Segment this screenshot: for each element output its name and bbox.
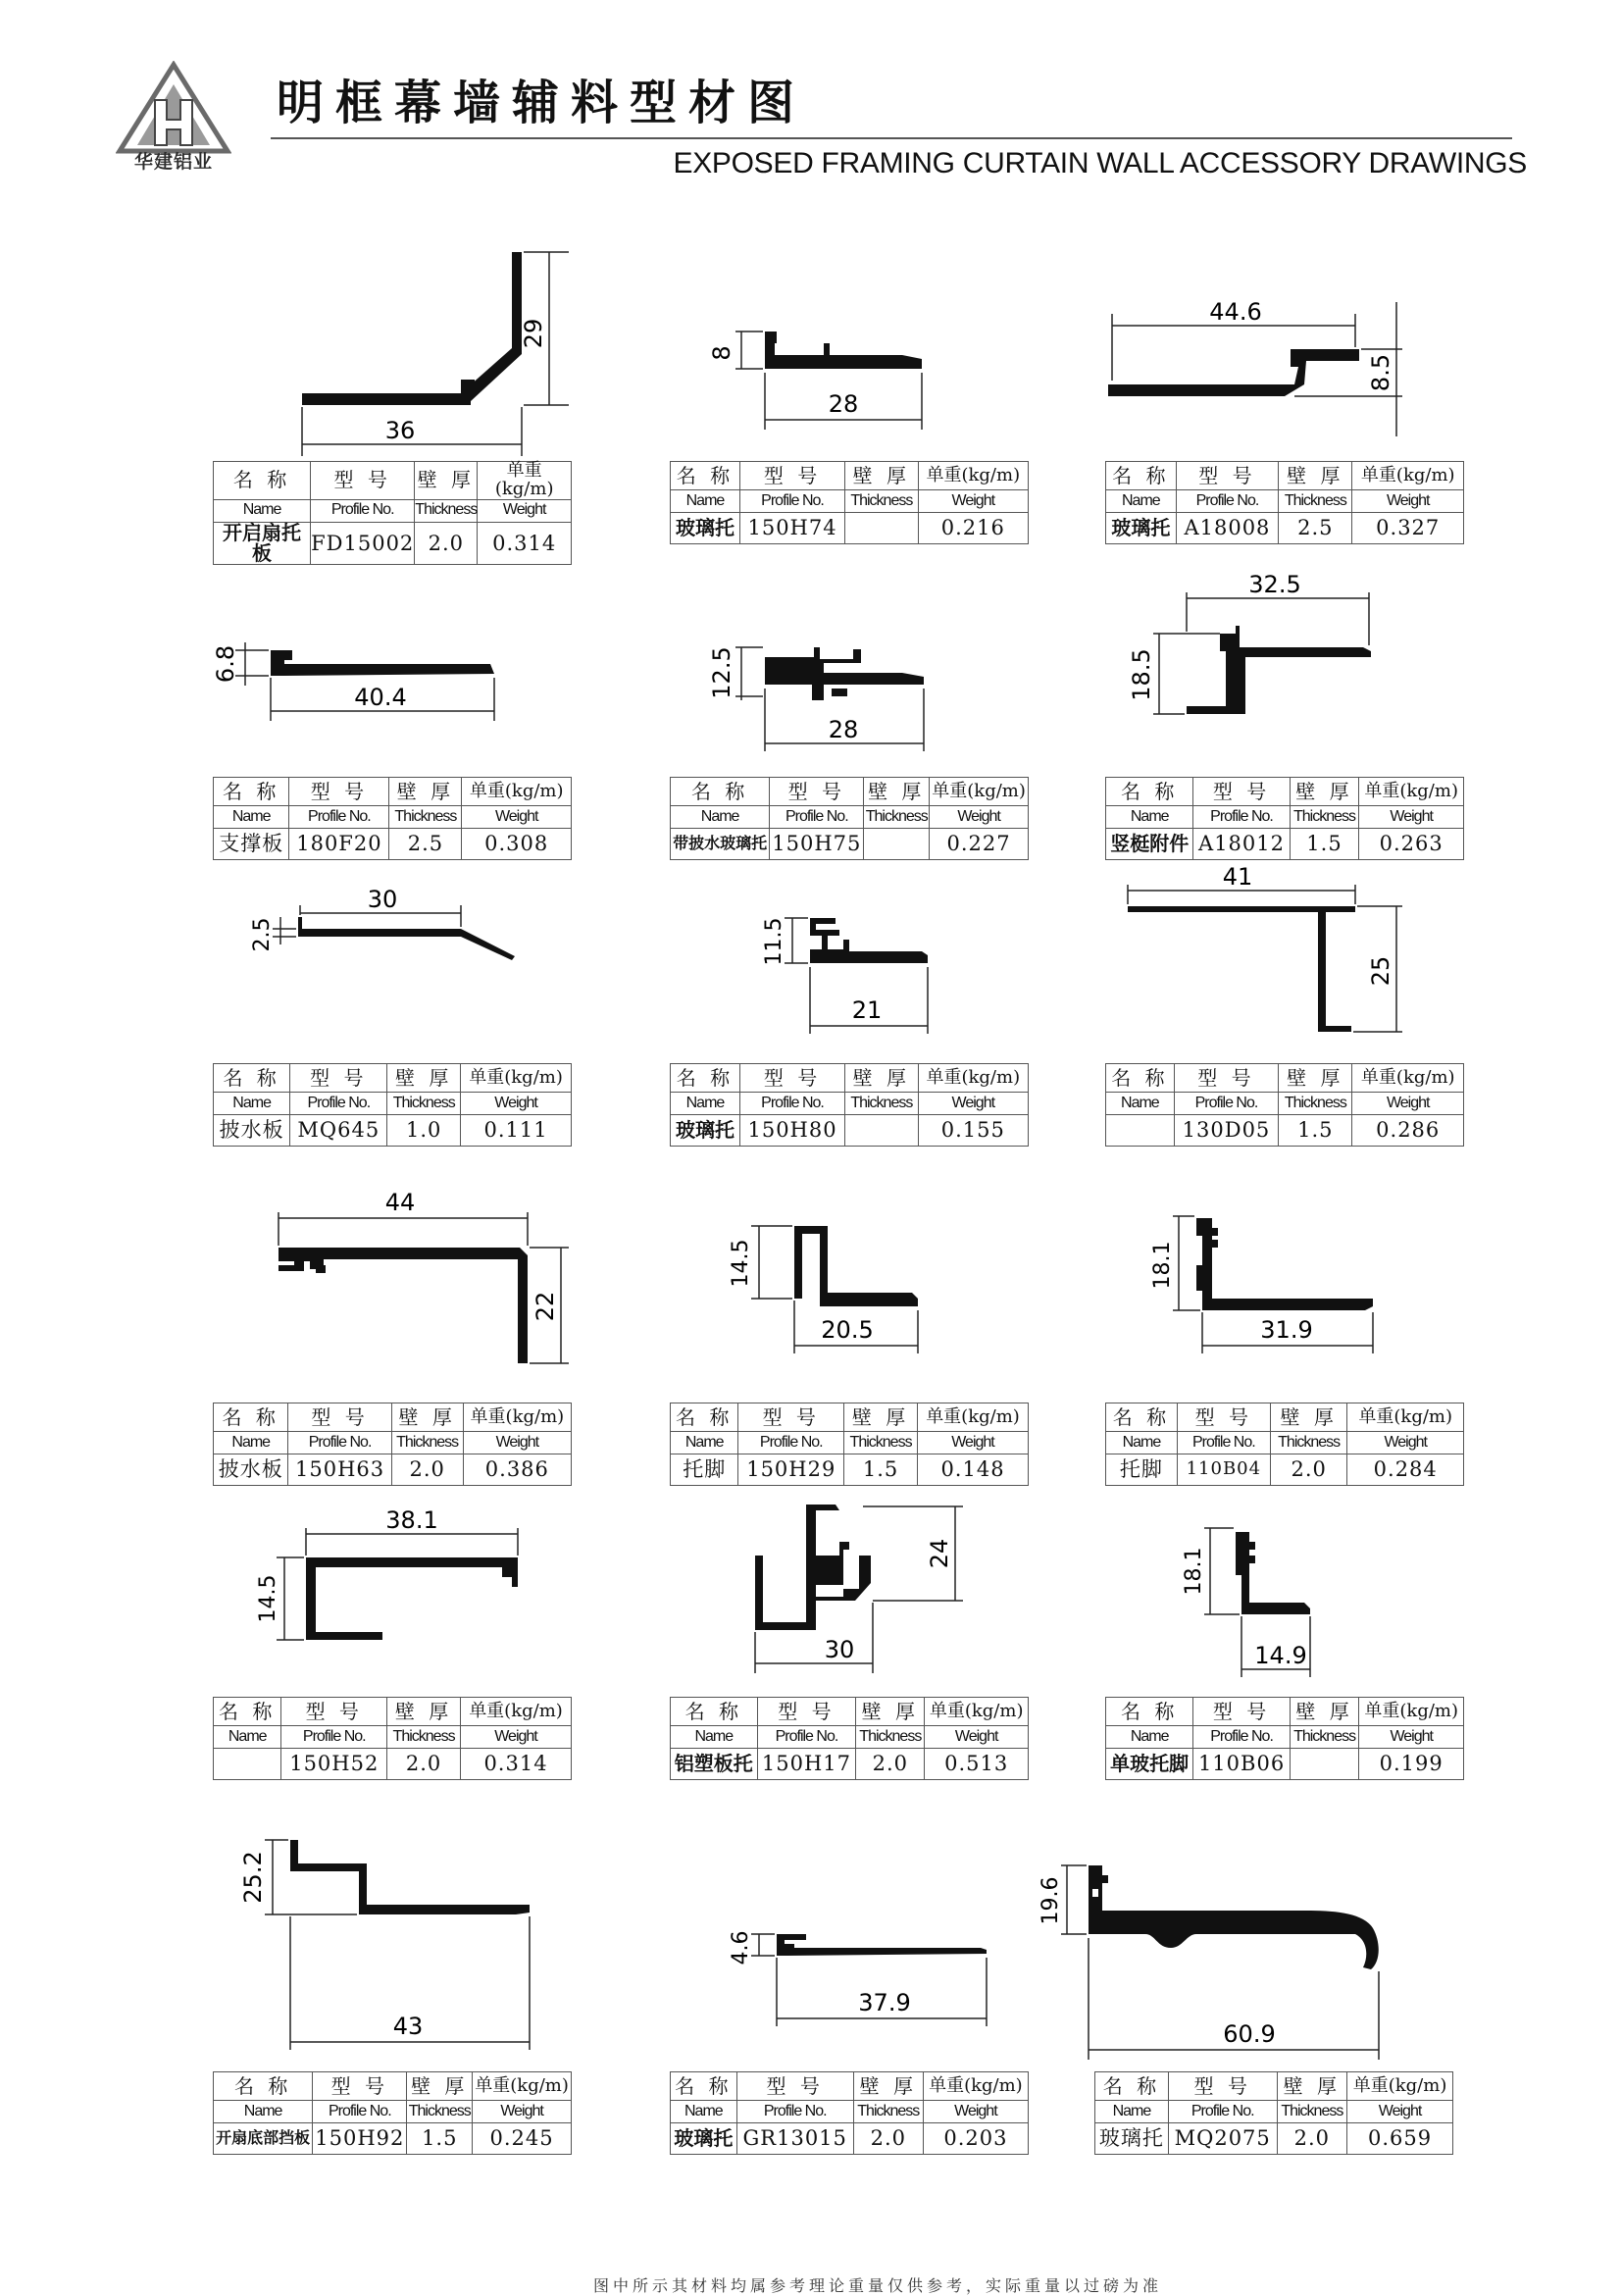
spec-table [1105, 1697, 1464, 1780]
dim-label: 38.1 [385, 1506, 438, 1534]
cell-thickness [1290, 1749, 1359, 1780]
cell-name [214, 1749, 281, 1780]
spec-table [213, 1063, 572, 1147]
cell-profile: 150H74 [739, 513, 844, 544]
header-name: 名 称 [671, 1064, 740, 1093]
header-name: 名 称 [1095, 2072, 1169, 2101]
header-name-en: Name [671, 1726, 758, 1749]
dim-label: 22 [532, 1291, 559, 1322]
header-profile-en: Profile No. [770, 806, 864, 829]
title-divider [271, 137, 1512, 139]
header-profile-en: Profile No. [1168, 2101, 1277, 2123]
header-weight: 单重(kg/m) [463, 1403, 571, 1432]
dim-label: 25.2 [239, 1851, 267, 1904]
header-profile-en: Profile No. [289, 806, 389, 829]
cell-weight: 0.327 [1352, 513, 1464, 544]
cell-thickness: 2.5 [389, 829, 462, 860]
header-profile-en: Profile No. [757, 1726, 856, 1749]
cell-weight: 0.148 [918, 1454, 1029, 1486]
cell-name: 披水板 [214, 1115, 290, 1147]
header-weight-en: Weight [461, 1093, 572, 1115]
cell-profile: 130D05 [1174, 1115, 1279, 1147]
header-weight: 单重(kg/m) [1347, 2072, 1453, 2101]
header-name-en: Name [1106, 806, 1193, 829]
header-weight-en: Weight [1352, 1093, 1464, 1115]
header-thickness-en: Thickness [387, 1726, 461, 1749]
header-profile-en: Profile No. [288, 1432, 391, 1454]
dim-label: 25 [1367, 955, 1394, 987]
cell-weight: 0.199 [1359, 1749, 1464, 1780]
cell-name: 开扇底部挡板 [214, 2123, 313, 2155]
header-name: 名 称 [1106, 1403, 1178, 1432]
dim-label: 21 [851, 996, 883, 1024]
cell-profile: FD15002 [311, 522, 415, 564]
header-name-en: Name [1106, 1432, 1178, 1454]
cell-profile: 150H52 [281, 1749, 387, 1780]
cell-profile: MQ645 [290, 1115, 387, 1147]
header-name-en: Name [671, 1093, 740, 1115]
header-thickness-en: Thickness [864, 806, 930, 829]
header-profile: 型 号 [1176, 462, 1279, 490]
profile-drawing-150h80 [726, 902, 951, 1040]
dim-label: 19.6 [1038, 1876, 1063, 1925]
cell-name: 支撑板 [214, 829, 289, 860]
header-name-en: Name [1095, 2101, 1169, 2123]
profile-drawing-150h74 [706, 314, 961, 441]
dim-label: 36 [384, 417, 416, 444]
header-thickness-en: Thickness [407, 2101, 473, 2123]
cell-profile: A18012 [1193, 829, 1290, 860]
profile-drawing-mq2075 [1039, 1854, 1432, 2060]
header-name-en: Name [671, 2101, 737, 2123]
dim-label: 41 [1222, 863, 1253, 891]
header-weight-en: Weight [463, 1432, 571, 1454]
header-name: 名 称 [1106, 778, 1193, 806]
cell-profile: 150H75 [770, 829, 864, 860]
header-profile-en: Profile No. [1193, 806, 1290, 829]
cell-weight: 0.111 [461, 1115, 572, 1147]
cell-thickness: 1.5 [844, 1454, 918, 1486]
header-profile: 型 号 [313, 2072, 407, 2101]
dim-label: 29 [520, 318, 547, 349]
dim-label: 40.4 [354, 684, 407, 711]
profile-drawing-150h75 [706, 628, 961, 755]
header-thickness-en: Thickness [1290, 1726, 1359, 1749]
header-thickness: 壁 厚 [1277, 2072, 1347, 2101]
cell-name: 玻璃托 [671, 513, 740, 544]
cell-thickness [845, 1115, 918, 1147]
cell-name: 披水板 [214, 1454, 288, 1486]
header-profile-en: Profile No. [311, 499, 415, 522]
cell-weight: 0.245 [473, 2123, 572, 2155]
profile-drawing-130d05 [1108, 863, 1422, 1059]
cell-thickness: 1.5 [1290, 829, 1359, 860]
cell-weight: 0.284 [1347, 1454, 1464, 1486]
header-name-en: Name [671, 806, 770, 829]
header-name-en: Name [1106, 1093, 1175, 1115]
header-weight: 单重(kg/m) [918, 462, 1028, 490]
dim-label: 32.5 [1248, 571, 1301, 598]
cell-weight: 0.263 [1359, 829, 1464, 860]
header-thickness: 壁 厚 [407, 2072, 473, 2101]
dim-label: 30 [367, 886, 398, 913]
header-weight-en: Weight [918, 1432, 1029, 1454]
dim-label: 44.6 [1209, 298, 1262, 326]
profile-drawing-mq645 [245, 888, 530, 995]
cell-name: 玻璃托 [671, 1115, 740, 1147]
header-profile-en: Profile No. [738, 1432, 844, 1454]
page-title-en: EXPOSED FRAMING CURTAIN WALL ACCESSORY DRAWINGS [673, 147, 1527, 179]
header-weight: 单重(kg/m) [918, 1403, 1029, 1432]
header-name: 名 称 [1106, 462, 1177, 490]
header-thickness: 壁 厚 [856, 1698, 925, 1726]
header-weight: 单重(kg/m) [1359, 1698, 1464, 1726]
profile-drawing-180f20 [206, 603, 500, 731]
cell-profile: GR13015 [736, 2123, 853, 2155]
header-profile: 型 号 [1168, 2072, 1277, 2101]
cell-profile: 150H29 [738, 1454, 844, 1486]
header-weight: 单重(kg/m) [1347, 1403, 1464, 1432]
profile-drawing-150h92 [235, 1824, 549, 2050]
profile-drawing-110b04 [1138, 1206, 1393, 1363]
header-thickness: 壁 厚 [389, 778, 462, 806]
profile-drawing-150h29 [726, 1216, 951, 1363]
header-name-en: Name [214, 1726, 281, 1749]
header-thickness: 壁 厚 [387, 1698, 461, 1726]
header-profile: 型 号 [281, 1698, 387, 1726]
dim-label: 8 [708, 345, 735, 361]
page-title-cn: 明框幕墙辅料型材图 [277, 76, 807, 130]
header-name: 名 称 [671, 1698, 758, 1726]
header-thickness: 壁 厚 [1290, 778, 1359, 806]
header-thickness: 壁 厚 [387, 1064, 461, 1093]
cell-weight: 0.386 [463, 1454, 571, 1486]
cell-thickness: 2.0 [415, 522, 478, 564]
header-weight-en: Weight [925, 1726, 1029, 1749]
header-name: 名 称 [214, 2072, 313, 2101]
cell-name: 竖梃附件 [1106, 829, 1193, 860]
header-thickness-en: Thickness [845, 490, 918, 513]
spec-table [213, 1403, 572, 1486]
dim-label: 30 [824, 1636, 855, 1663]
header-name: 名 称 [214, 1698, 281, 1726]
header-profile: 型 号 [1193, 778, 1290, 806]
dim-label: 2.5 [250, 917, 275, 952]
cell-weight: 0.314 [461, 1749, 572, 1780]
header-weight-en: Weight [1352, 490, 1464, 513]
dim-label: 6.8 [212, 644, 239, 684]
cell-name: 托脚 [1106, 1454, 1178, 1486]
header-weight: 单重(kg/m) [1359, 778, 1464, 806]
cell-weight: 0.314 [478, 522, 572, 564]
cell-weight: 0.216 [918, 513, 1028, 544]
cell-thickness: 2.0 [1277, 2123, 1347, 2155]
header-thickness: 壁 厚 [864, 778, 930, 806]
profile-drawing-gr13015 [716, 1913, 1020, 2030]
header-name-en: Name [214, 499, 311, 522]
header-profile-en: Profile No. [1174, 1093, 1279, 1115]
header-weight-en: Weight [1347, 2101, 1453, 2123]
cell-weight: 0.155 [918, 1115, 1028, 1147]
dim-label: 20.5 [821, 1316, 874, 1344]
cell-profile: 110B06 [1193, 1749, 1290, 1780]
cell-thickness: 1.5 [1279, 1115, 1352, 1147]
profile-drawing-150h52 [245, 1506, 539, 1667]
spec-table [670, 1063, 1029, 1147]
header-name: 名 称 [214, 1403, 288, 1432]
header-weight-en: Weight [930, 806, 1029, 829]
header-profile-en: Profile No. [1193, 1726, 1290, 1749]
dim-label: 14.9 [1254, 1642, 1307, 1669]
spec-table [213, 2071, 572, 2155]
header-profile: 型 号 [1174, 1064, 1279, 1093]
cell-thickness: 2.0 [856, 1749, 925, 1780]
header-profile-en: Profile No. [290, 1093, 387, 1115]
header-weight-en: Weight [1347, 1432, 1464, 1454]
spec-table [213, 777, 572, 860]
profile-drawing-fd15002 [284, 240, 598, 446]
header-weight: 单重(kg/m) [923, 2072, 1028, 2101]
header-name: 名 称 [214, 778, 289, 806]
cell-name: 开启扇托板 [214, 522, 311, 564]
header-name-en: Name [1106, 1726, 1193, 1749]
cell-weight: 0.227 [930, 829, 1029, 860]
header-thickness: 壁 厚 [845, 462, 918, 490]
header-weight: 单重(kg/m) [461, 1698, 572, 1726]
header-thickness-en: Thickness [387, 1093, 461, 1115]
header-thickness-en: Thickness [415, 499, 478, 522]
header-name: 名 称 [214, 462, 311, 500]
cell-profile: MQ2075 [1168, 2123, 1277, 2155]
spec-table [1105, 461, 1464, 544]
header-profile: 型 号 [736, 2072, 853, 2101]
header-name-en: Name [214, 1432, 288, 1454]
header-weight-en: Weight [473, 2101, 572, 2123]
header-thickness: 壁 厚 [853, 2072, 923, 2101]
dim-label: 14.5 [256, 1574, 280, 1623]
spec-table [1094, 2071, 1453, 2155]
header-weight-en: Weight [461, 1726, 572, 1749]
header-thickness-en: Thickness [845, 1093, 918, 1115]
header-name-en: Name [214, 1093, 290, 1115]
header-name-en: Name [1106, 490, 1177, 513]
cell-thickness: 1.5 [407, 2123, 473, 2155]
header-weight: 单重(kg/m) [462, 778, 572, 806]
cell-profile: 180F20 [289, 829, 389, 860]
header-thickness-en: Thickness [1290, 806, 1359, 829]
profile-drawing-a18012 [1098, 569, 1412, 755]
header-thickness-en: Thickness [1277, 2101, 1347, 2123]
cell-name: 单玻托脚 [1106, 1749, 1193, 1780]
footer-note: 图中所示其材料均属参考理论重量仅供参考，实际重量以过磅为准 [593, 2276, 1163, 2295]
header-name-en: Name [214, 2101, 313, 2123]
header-thickness-en: Thickness [844, 1432, 918, 1454]
header-weight: 单重(kg/m) [1352, 1064, 1464, 1093]
spec-table [213, 461, 572, 565]
header-profile-en: Profile No. [1176, 490, 1279, 513]
spec-table [1105, 1063, 1464, 1147]
header-thickness: 壁 厚 [844, 1403, 918, 1432]
header-weight-en: Weight [918, 1093, 1028, 1115]
dim-label: 24 [926, 1538, 953, 1569]
dim-label: 4.6 [729, 1930, 753, 1965]
cell-profile: 150H63 [288, 1454, 391, 1486]
cell-name [1106, 1115, 1175, 1147]
spec-table [1105, 1403, 1464, 1486]
spec-table [670, 461, 1029, 544]
dim-label: 18.1 [1150, 1241, 1175, 1290]
header-weight: 单重(kg/m) [918, 1064, 1028, 1093]
header-name-en: Name [214, 806, 289, 829]
cell-thickness: 2.0 [391, 1454, 463, 1486]
header-profile-en: Profile No. [736, 2101, 853, 2123]
cell-name: 玻璃托 [1106, 513, 1177, 544]
header-weight: 单重(kg/m) [930, 778, 1029, 806]
header-name: 名 称 [671, 462, 740, 490]
cell-thickness: 2.0 [1270, 1454, 1347, 1486]
profile-drawing-150h63 [265, 1177, 579, 1383]
cell-weight: 0.203 [923, 2123, 1028, 2155]
header-weight-en: Weight [478, 499, 572, 522]
profile-drawing-150h17 [745, 1491, 981, 1687]
dim-label: 28 [828, 390, 859, 418]
header-profile: 型 号 [311, 462, 415, 500]
dim-label: 8.5 [1367, 353, 1394, 392]
header-weight-en: Weight [1359, 806, 1464, 829]
cell-profile: 150H80 [739, 1115, 844, 1147]
header-thickness-en: Thickness [1279, 490, 1352, 513]
cell-thickness [845, 513, 918, 544]
logo-text: 华建铝业 [133, 151, 213, 173]
header-profile: 型 号 [1177, 1403, 1270, 1432]
header-thickness-en: Thickness [389, 806, 462, 829]
header-thickness-en: Thickness [856, 1726, 925, 1749]
cell-name: 玻璃托 [1095, 2123, 1169, 2155]
dim-label: 37.9 [858, 1989, 911, 2016]
dim-label: 18.1 [1182, 1547, 1206, 1596]
dim-label: 14.5 [729, 1239, 753, 1288]
dim-label: 12.5 [708, 646, 735, 699]
dim-label: 43 [392, 2013, 424, 2040]
header-name: 名 称 [1106, 1698, 1193, 1726]
header-profile: 型 号 [739, 462, 844, 490]
header-thickness: 壁 厚 [1279, 462, 1352, 490]
header-profile: 型 号 [770, 778, 864, 806]
header-profile: 型 号 [290, 1064, 387, 1093]
header-profile: 型 号 [1193, 1698, 1290, 1726]
header-name-en: Name [671, 490, 740, 513]
dim-label: 11.5 [762, 917, 786, 966]
cell-weight: 0.286 [1352, 1115, 1464, 1147]
header-thickness-en: Thickness [391, 1432, 463, 1454]
spec-table [670, 1697, 1029, 1780]
spec-table [1105, 777, 1464, 860]
header-profile-en: Profile No. [739, 490, 844, 513]
header-profile: 型 号 [757, 1698, 856, 1726]
header-thickness-en: Thickness [853, 2101, 923, 2123]
header-thickness-en: Thickness [1270, 1432, 1347, 1454]
cell-name: 带披水玻璃托 [671, 829, 770, 860]
header-profile: 型 号 [738, 1403, 844, 1432]
spec-table [670, 1403, 1029, 1486]
dim-label: 44 [384, 1189, 416, 1216]
header-thickness: 壁 厚 [391, 1403, 463, 1432]
header-thickness: 壁 厚 [1279, 1064, 1352, 1093]
header-profile-en: Profile No. [739, 1093, 844, 1115]
header-thickness: 壁 厚 [415, 462, 478, 500]
cell-thickness [864, 829, 930, 860]
header-weight: 单重(kg/m) [925, 1698, 1029, 1726]
dim-label: 18.5 [1128, 648, 1155, 701]
spec-table [670, 777, 1029, 860]
header-profile-en: Profile No. [313, 2101, 407, 2123]
dim-label: 31.9 [1260, 1316, 1313, 1344]
header-profile: 型 号 [288, 1403, 391, 1432]
header-weight-en: Weight [1359, 1726, 1464, 1749]
header-weight-en: Weight [918, 490, 1028, 513]
header-profile-en: Profile No. [1177, 1432, 1270, 1454]
header-weight: 单重(kg/m) [478, 462, 572, 500]
header-name: 名 称 [671, 778, 770, 806]
cell-weight: 0.308 [462, 829, 572, 860]
header-thickness: 壁 厚 [845, 1064, 918, 1093]
cell-name: 托脚 [671, 1454, 738, 1486]
cell-profile: A18008 [1176, 513, 1279, 544]
header-weight-en: Weight [923, 2101, 1028, 2123]
header-profile-en: Profile No. [281, 1726, 387, 1749]
dim-label: 60.9 [1223, 2020, 1276, 2048]
cell-thickness: 1.0 [387, 1115, 461, 1147]
header-thickness: 壁 厚 [1290, 1698, 1359, 1726]
header-name: 名 称 [671, 1403, 738, 1432]
cell-weight: 0.513 [925, 1749, 1029, 1780]
header-weight: 单重(kg/m) [473, 2072, 572, 2101]
cell-profile: 150H92 [313, 2123, 407, 2155]
header-weight: 单重(kg/m) [461, 1064, 572, 1093]
cell-name: 铝塑板托 [671, 1749, 758, 1780]
header-profile: 型 号 [739, 1064, 844, 1093]
profile-drawing-a18008 [1098, 294, 1412, 441]
header-thickness: 壁 厚 [1270, 1403, 1347, 1432]
dim-label: 28 [828, 716, 859, 743]
spec-table [670, 2071, 1029, 2155]
header-name-en: Name [671, 1432, 738, 1454]
cell-profile: 150H17 [757, 1749, 856, 1780]
header-profile: 型 号 [289, 778, 389, 806]
header-name: 名 称 [1106, 1064, 1175, 1093]
cell-thickness: 2.5 [1279, 513, 1352, 544]
header-thickness-en: Thickness [1279, 1093, 1352, 1115]
profile-drawing-110b06 [1147, 1510, 1343, 1687]
header-weight-en: Weight [462, 806, 572, 829]
header-name: 名 称 [671, 2072, 737, 2101]
cell-name: 玻璃托 [671, 2123, 737, 2155]
cell-weight: 0.659 [1347, 2123, 1453, 2155]
cell-profile: 110B04 [1177, 1454, 1270, 1486]
header-name: 名 称 [214, 1064, 290, 1093]
spec-table [213, 1697, 572, 1780]
cell-thickness: 2.0 [387, 1749, 461, 1780]
cell-thickness: 2.0 [853, 2123, 923, 2155]
header-weight: 单重(kg/m) [1352, 462, 1464, 490]
